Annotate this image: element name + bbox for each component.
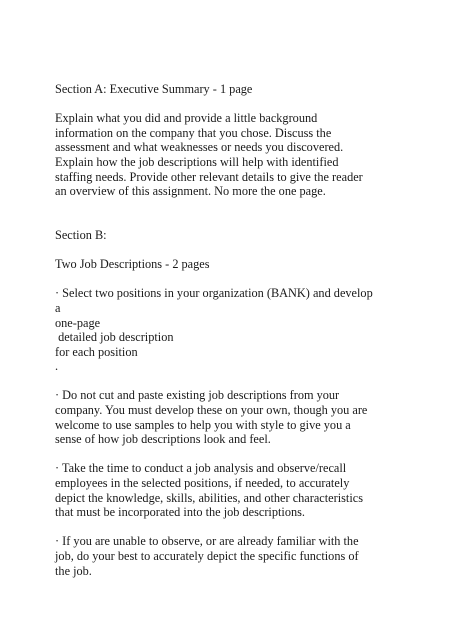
spacer [55, 447, 415, 462]
bullet-line: that must be incorporated into the job descriptions. [55, 505, 305, 520]
section-b-heading: Section B: [55, 227, 107, 242]
paragraph-line: Explain what you did and provide a little background [55, 111, 318, 126]
spacer [55, 520, 415, 535]
spacer [55, 97, 415, 112]
bullet-line: sense of how job descriptions look and feel. [55, 432, 271, 447]
spacer [55, 374, 415, 389]
bullet-line: employees in the selected positions, if needed, to accurately [55, 476, 350, 491]
paragraph-line: assessment and what weaknesses or needs you discovered. [55, 140, 344, 155]
bullet-line: for each position [55, 344, 138, 359]
paragraph-line: Explain how the job descriptions will help with identified [55, 154, 339, 169]
bullet-unable-to-observe [55, 534, 415, 578]
section-b-subheading: Two Job Descriptions - 2 pages [55, 257, 210, 272]
spacer [55, 272, 415, 287]
bullet-line: one-page [55, 315, 101, 330]
bullet-select-positions [55, 286, 415, 374]
paragraph-line: staffing needs. Provide other relevant details to give the reader [55, 169, 363, 184]
bullet-line: the job. [55, 563, 92, 578]
bullet-line: · Do not cut and paste existing job descriptions from your [55, 388, 340, 403]
bullet-line: · Take the time to conduct a job analysis and observe/recall [55, 461, 347, 476]
document-page [55, 82, 415, 578]
bullet-line: job, do your best to accurately depict the specific functions of [55, 549, 359, 563]
bullet-line: · If you are unable to observe, or are already familiar with the [55, 534, 359, 549]
bullet-line: detailed job description [55, 330, 174, 345]
bullet-line: depict the knowledge, skills, abilities, and other characteristics [55, 490, 364, 505]
bullet-line: . [55, 359, 59, 374]
bullet-line: welcome to use samples to help you with style to give you a [55, 417, 351, 432]
spacer [55, 213, 415, 228]
spacer [55, 243, 415, 258]
paragraph-line: an overview of this assignment. No more the one page. [55, 184, 326, 199]
bullet-line: a [55, 300, 61, 315]
section-a-paragraph [55, 111, 415, 199]
bullet-line: · Select two positions in your organization (BANK) and develop [55, 286, 373, 301]
bullet-do-not-copy [55, 388, 415, 446]
bullet-line: company. You must develop these on your own, though you are [55, 403, 368, 418]
paragraph-line: information on the company that you chose. Discuss the [55, 125, 332, 140]
bullet-job-analysis [55, 461, 415, 519]
spacer [55, 199, 415, 214]
section-a-heading: Section A: Executive Summary - 1 page [55, 82, 253, 96]
